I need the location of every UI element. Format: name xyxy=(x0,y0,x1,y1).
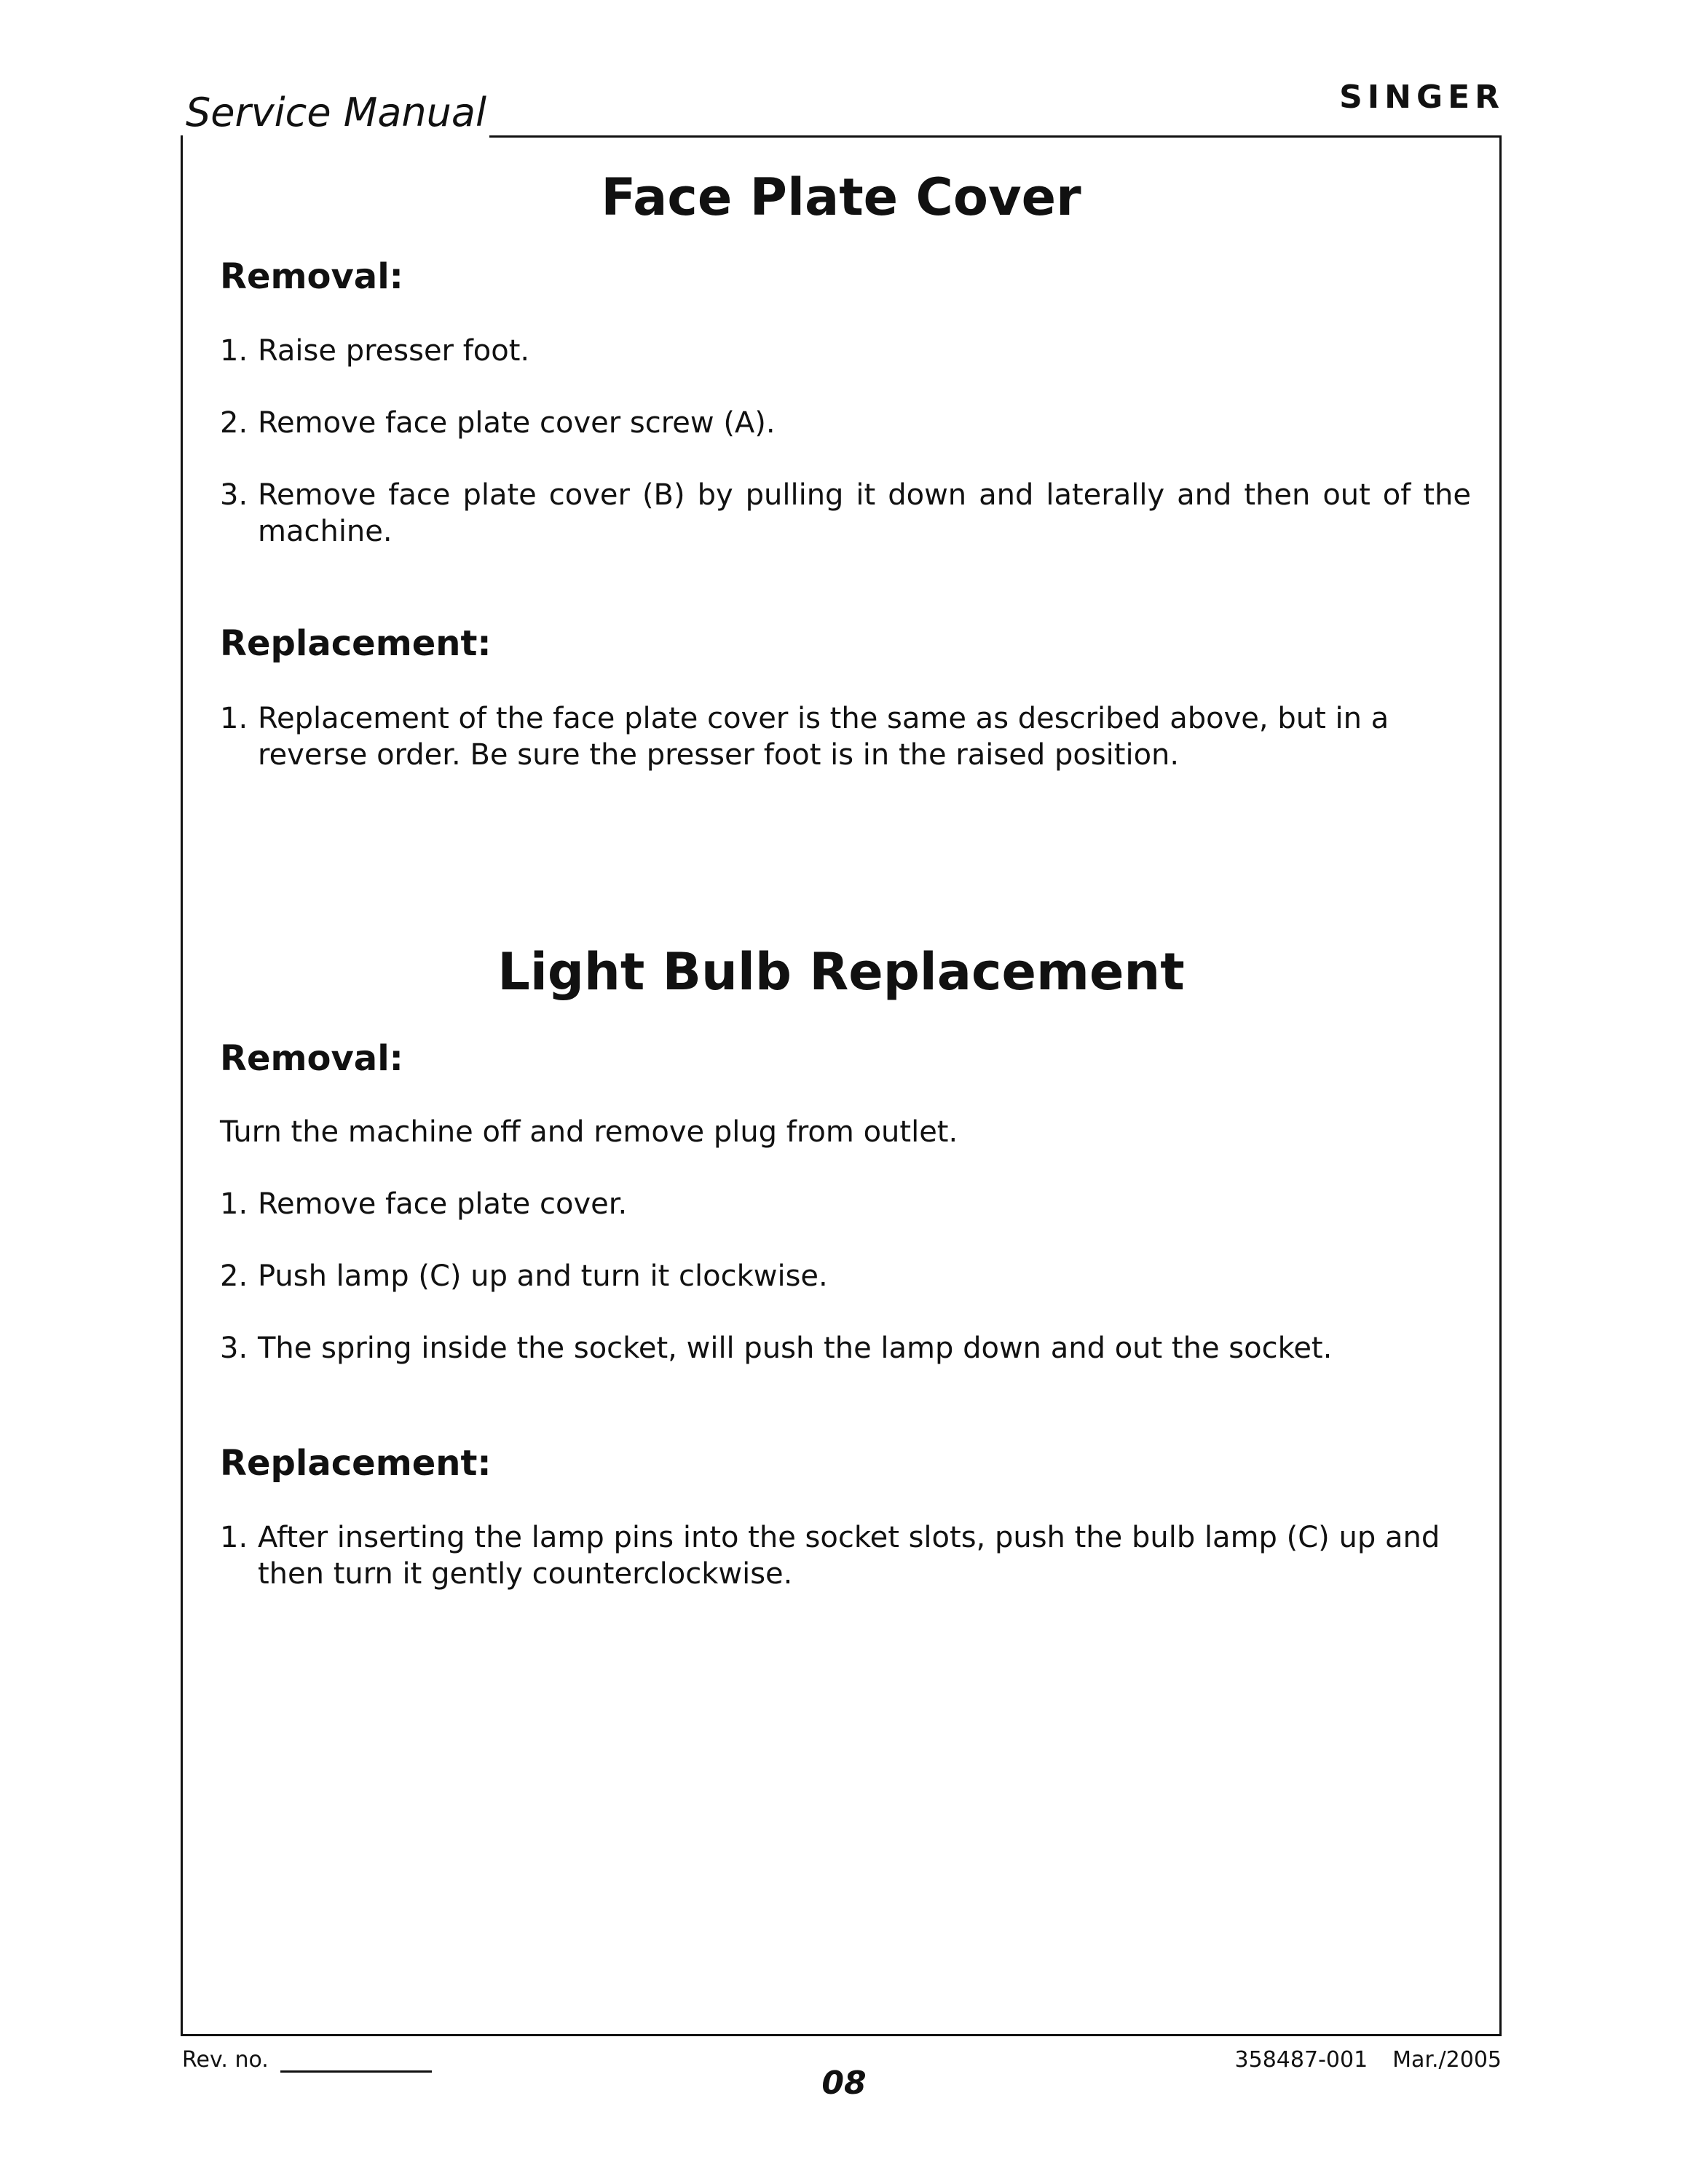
replacement-heading: Replacement: xyxy=(220,623,492,664)
removal-step xyxy=(220,1186,1471,1222)
removal-step xyxy=(220,477,1471,550)
document-number: 358487-001 xyxy=(1234,2047,1368,2073)
revision-label: Rev. no. xyxy=(182,2047,269,2073)
section-title-face-plate-cover: Face Plate Cover xyxy=(601,167,1081,227)
step-text: Remove face plate cover. xyxy=(258,1187,628,1221)
removal-step xyxy=(220,405,1471,441)
removal-heading: Removal: xyxy=(220,256,403,297)
step-number: 2. xyxy=(220,1259,248,1293)
removal-heading: Removal: xyxy=(220,1038,403,1079)
page-number: 08 xyxy=(821,2065,867,2102)
document-info xyxy=(1235,2049,1502,2071)
removal-step xyxy=(220,1258,1471,1294)
step-number: 3. xyxy=(220,478,248,512)
step-number: 1. xyxy=(220,334,248,368)
step-number: 1. xyxy=(220,702,248,735)
removal-step xyxy=(220,333,1471,369)
step-text: The spring inside the socket, will push the lamp down and out the socket. xyxy=(258,1332,1333,1365)
step-text: Replacement of the face plate cover is the same as described above, but in a reverse order. Be sure the presser foot is in the raised position. xyxy=(258,702,1389,772)
replacement-step xyxy=(220,700,1471,773)
step-text: Remove face plate cover screw (A). xyxy=(258,406,776,440)
section-title-light-bulb-replacement: Light Bulb Replacement xyxy=(497,942,1185,1002)
step-text: Remove face plate cover (B) by pulling it down and laterally and then out of the machine. xyxy=(258,478,1471,548)
step-number: 1. xyxy=(220,1521,248,1554)
replacement-heading: Replacement: xyxy=(220,1443,492,1484)
step-number: 1. xyxy=(220,1187,248,1221)
brand-logo: SINGER xyxy=(1339,79,1504,116)
revision-blank-line xyxy=(280,2070,432,2073)
step-number: 2. xyxy=(220,406,248,440)
document-date: Mar./2005 xyxy=(1392,2047,1502,2073)
step-text: Push lamp (C) up and turn it clockwise. xyxy=(258,1259,828,1293)
replacement-step xyxy=(220,1519,1471,1592)
header-title: Service Manual xyxy=(186,90,486,135)
step-number: 3. xyxy=(220,1332,248,1365)
removal-intro: Turn the machine off and remove plug from outlet. xyxy=(220,1115,958,1149)
step-text: After inserting the lamp pins into the socket slots, push the bulb lamp (C) up and then turn it gently counterclockwise. xyxy=(258,1521,1440,1591)
step-text: Raise presser foot. xyxy=(258,334,530,368)
removal-step xyxy=(220,1330,1471,1366)
